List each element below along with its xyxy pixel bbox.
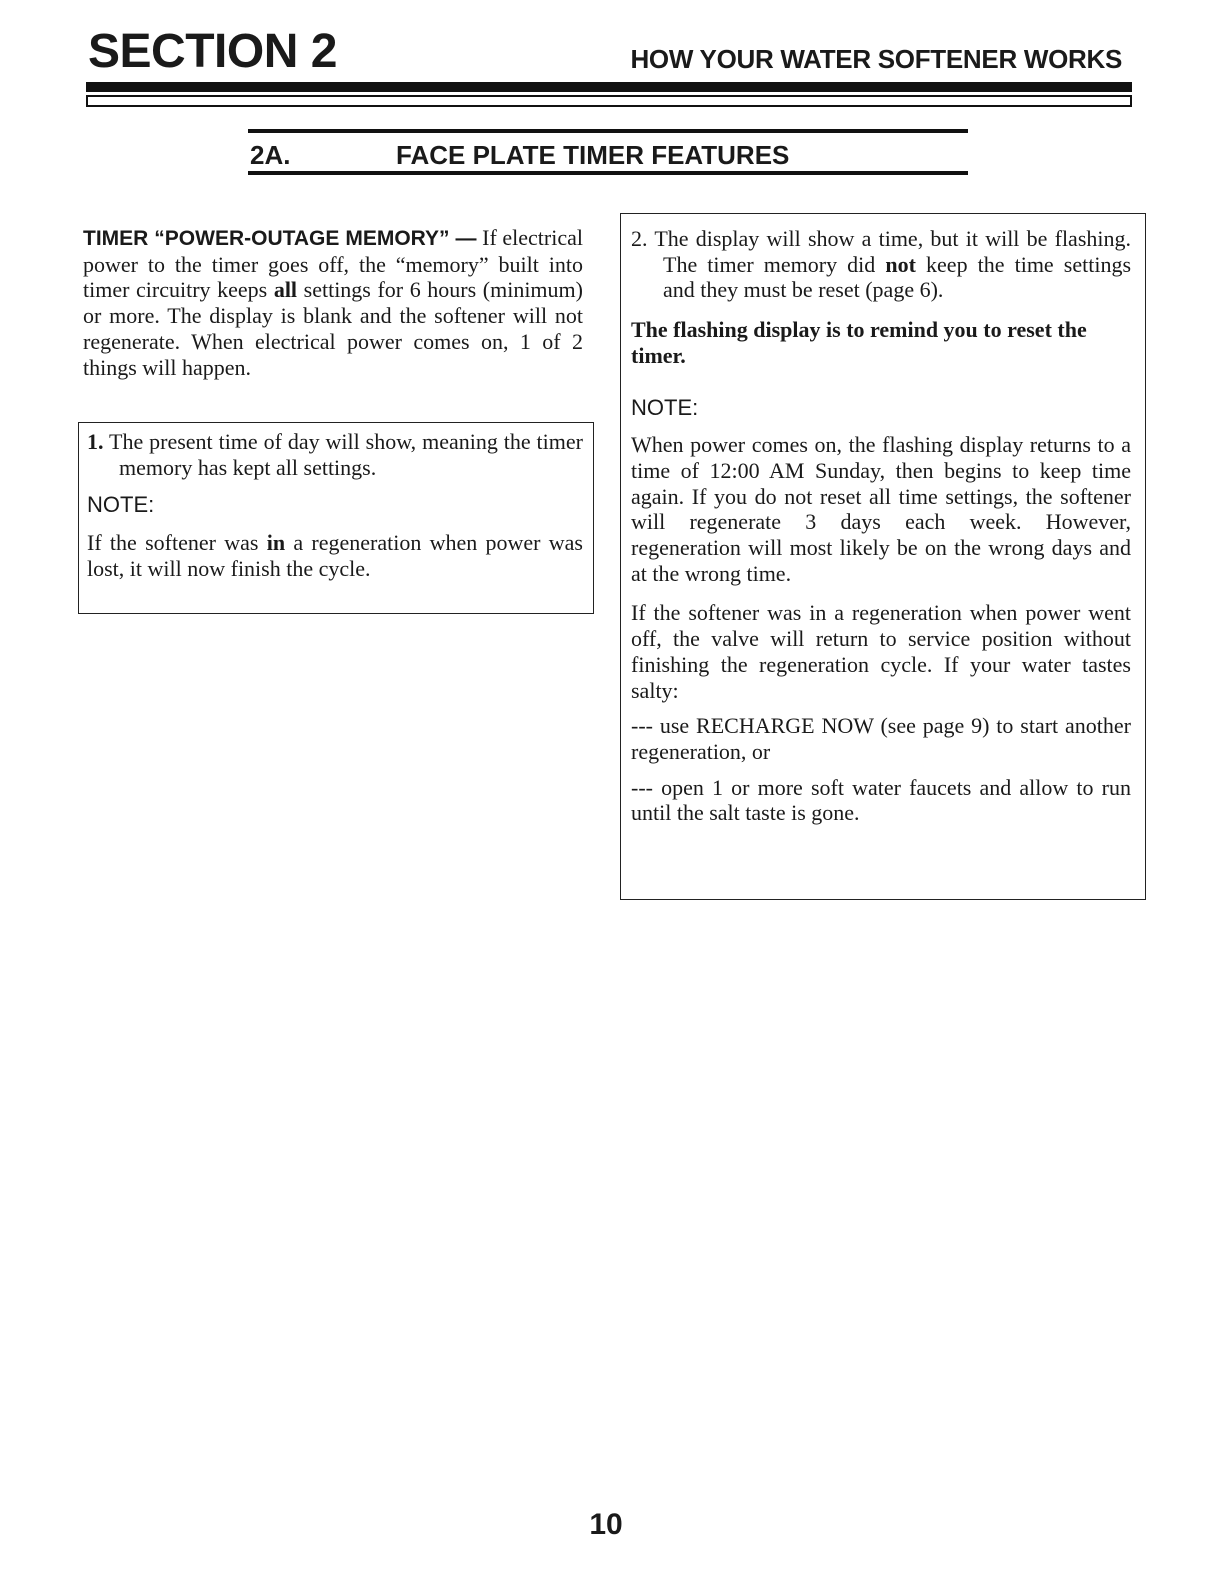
subsection-rule-bottom	[248, 171, 968, 175]
outcome-2-text-a: The display will show a time, but it will be flashing. The timer memory did	[647, 226, 1131, 277]
outcome-1-note-label: NOTE:	[87, 492, 155, 518]
outcome-1-item	[87, 429, 583, 480]
subsection-number: 2A.	[250, 140, 291, 170]
outcome-2-number: 2.	[631, 226, 648, 251]
intro-bold: all	[273, 277, 298, 303]
outcome-1-note-a: If the softener was	[87, 530, 267, 556]
subsection-rule-top	[248, 129, 968, 133]
outcome-2-text-b: keep the time settings and they must be reset (page 6).	[663, 251, 1132, 303]
section-title: SECTION 2	[88, 25, 337, 78]
intro-text-b: settings for 6 hours (minimum) or more. The display is blank and the softener will not regenerate. When electrical power comes on, 1 of 2 things will happen.	[83, 277, 583, 380]
intro-label: TIMER “POWER-OUTAGE MEMORY” —	[83, 227, 477, 250]
outcome-1-box	[78, 422, 594, 614]
outcome-2-item	[631, 226, 1131, 303]
page-number: 10	[589, 1508, 623, 1541]
outcome-2-note-p1: When power comes on, the flashing display returns to a time of 12:00 AM Sunday, then begins to keep time again. If you do not reset all time settings, the softener will regenerate 3 days each week. However, regeneration will most likely be on the wrong days and at the wrong time.	[631, 432, 1131, 586]
outcome-2-note-label: NOTE:	[631, 394, 699, 420]
outcome-1-text: The present time of day will show, meaning the timer memory has kept all settings.	[103, 429, 583, 480]
outcome-1-note	[87, 530, 583, 581]
header-rule-thick	[86, 82, 1132, 92]
outcome-2-note-p3: --- use RECHARGE NOW (see page 9) to start another regeneration, or	[631, 713, 1131, 764]
intro-paragraph	[83, 225, 583, 380]
outcome-1-note-b: a regeneration when power was lost, it will now finish the cycle.	[87, 530, 583, 581]
intro-text-a: If electrical power to the timer goes off, the “memory” built into timer circuitry keeps	[83, 225, 583, 303]
outcome-1-note-bold: in	[266, 530, 286, 556]
header-rule-outline	[86, 95, 1132, 107]
outcome-2-note-p4: --- open 1 or more soft water faucets and allow to run until the salt taste is gone.	[631, 774, 1131, 826]
reminder-text: The flashing display is to remind you to reset the timer.	[631, 317, 1087, 368]
power-outage-intro	[83, 225, 583, 380]
outcome-2-note-p2: If the softener was in a regeneration when power went off, the valve will return to service position without finishing the regeneration cycle. If your water tastes salty:	[631, 600, 1131, 703]
outcome-1-number: 1.	[87, 429, 104, 454]
outcome-2-box	[620, 213, 1146, 900]
page-header-title: HOW YOUR WATER SOFTENER WORKS	[630, 44, 1122, 74]
subsection-title: FACE PLATE TIMER FEATURES	[396, 140, 790, 170]
outcome-2-bold: not	[885, 251, 916, 277]
